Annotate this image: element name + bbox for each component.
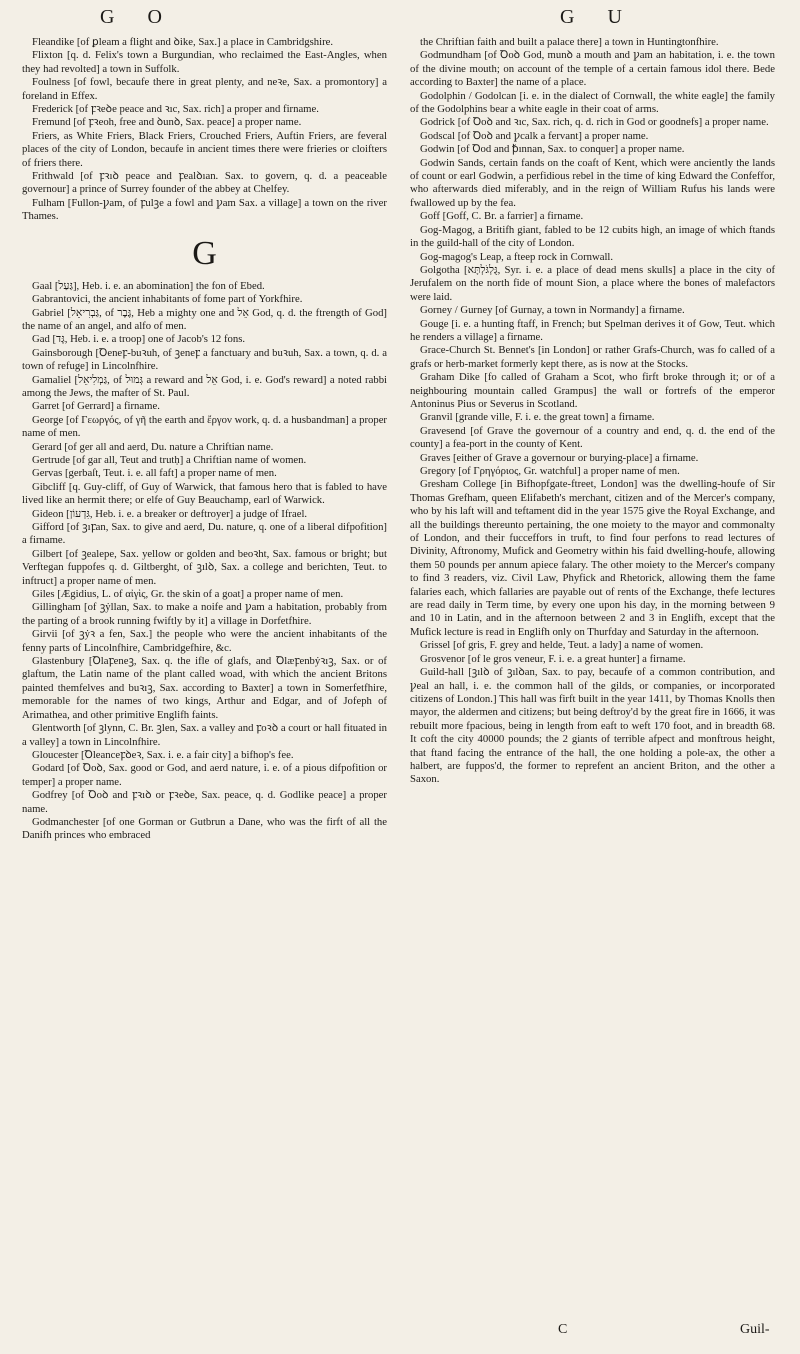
running-head-right: G U	[560, 6, 636, 28]
dictionary-entry: Gillingham [of ꝫẏllan, Sax. to make a noife and ꝩam a habitation, probably from the parting of a brook running fwiftly by it] a village in Dorfetfhire.	[22, 601, 387, 627]
dictionary-entry: Guild-hall [ꝫılꝺ of ꝫılꝺan, Sax. to pay, becaufe of a common contribution, and ꝩeal an hall, i. e. the common hall of the gilds, or companies, or incorporated citizens of London.] This hall was firft built in the year 1411, by Thomas Knolls then mayor, the aldermen and citizens; but being deftroy'd by the great fire in 1666, it was rebuilt more fpacious, being in length from eaft to weft 170 foot, and in breadth 68. It coft the city 40000 pounds; the 2 giants of terrible afpect and monftrous height, that ftand facing the entrance of the hall, the one holding a pole-ax, the other a halbert, are fuppos'd, the former to reprefent an ancient Briton, and the other a Saxon.	[410, 666, 775, 786]
dictionary-entry: Gaal [גַּעַל], Heb. i. e. an abomination] the fon of Ebed.	[32, 279, 265, 292]
dictionary-entry: Foulness [of fowl, becaufe there in great plenty, and neꝛe, Sax. a promontory] a foreland in Effex.	[22, 76, 387, 102]
dictionary-entry: Grace-Church St. Bennet's [in London] or rather Grafs-Church, was fo called of a grafs or herb-market formerly kept there, as is now at the Stocks.	[410, 344, 775, 370]
dictionary-entry: Gamaliel [גַּמְלִיאֵל, of גְּמוּל a reward and אֵל God, i. e. God's reward] a noted rabbi among the Jews, the mafter of St. Paul.	[22, 373, 388, 399]
dictionary-entry: Girvii [of ꝫẏꝛ a fen, Sax.] the people who were the ancient inhabitants of the fenny parts of Lincolnfhire, Cambridgefhire, &c.	[22, 628, 387, 654]
dictionary-entry: Gerard [of ger all and aerd, Du. nature a Chriftian name.	[32, 440, 274, 453]
dictionary-entry: Gideon [גִּדְעוֹן, Heb. i. e. a breaker or deftroyer] a judge of Ifrael.	[32, 507, 308, 520]
dictionary-entry: Glastenbury [Ꝺlaꝼeneꝫ, Sax. q. the ifle of glafs, and Ꝺlæꝼenbẏꝛıꝫ, Sax. or of glaftum, the Latin name of the plant called woad, with which the ancient Britons painted themfelves and buꝛıꝫ, Sax. according to Baxter] a town in Somerfetfhire, memorable for the names of two kings, Arthur and Edgar, and of Jofeph of Arimathea, and other primitive Englifh faints.	[22, 655, 387, 721]
dictionary-entry: Graham Dike [fo called of Graham a Scot, who firft broke through it; or of a neighbouring mountain called Grampus] the wall or fortrefs of the emperor Antoninus Pius or Severus in Scotland.	[410, 371, 775, 410]
dictionary-entry: Flixton [q. d. Felix's town a Burgundian, who reclaimed the East-Angles, when they had revolted] a town in Suffolk.	[22, 49, 387, 75]
dictionary-entry: Golgotha [גֻּלְגֹּלְתָּא, Syr. i. e. a place of dead mens skulls] a place in the city of Jerufalem on the north fide of mount Sion, a place where the bones of malefactors were laid.	[410, 263, 776, 303]
dictionary-entry: Gog-Magog, a Britifh giant, fabled to be 12 cubits high, an image of which ftands in the guild-hall of the city of London.	[410, 223, 775, 250]
dictionary-entry: Godard [of Ꝺoꝺ, Sax. good or God, and aerd nature, i. e. of a pious difpofition or temper] a proper name.	[22, 762, 387, 788]
dictionary-entry: Gog-magog's Leap, a fteep rock in Cornwall.	[420, 250, 614, 263]
catchword: Guil-	[740, 1322, 770, 1337]
dictionary-entry: Grissel [of gris, F. grey and helde, Teut. a lady] a name of women.	[420, 639, 704, 652]
dictionary-entry: Godwin [of Ꝺod and ꝥınnan, Sax. to conquer] a proper name.	[420, 143, 685, 156]
dictionary-entry: Frederick [of ꝼꝛeꝺe peace and ꝛıc, Sax. rich] a proper and firname.	[32, 103, 319, 116]
dictionary-entry: Gabrantovici, the ancient inhabitants of fome part of Yorkfhire.	[32, 293, 303, 306]
left-column	[22, 36, 387, 843]
dictionary-entry: Gervas [gerbaſt, Teut. i. e. all faft] a proper name of men.	[32, 467, 277, 480]
dictionary-entry: Gloucester [Ꝺleanceꝼꝺeꝛ, Sax. i. e. a fair city] a bifhop's fee.	[32, 748, 294, 761]
dictionary-entry: Godrick [of Ꝺoꝺ and ꝛıc, Sax. rich, q. d. rich in God or goodnefs] a proper name.	[420, 116, 769, 129]
dictionary-entry: Granvil [grande ville, F. i. e. the great town] a firname.	[420, 411, 655, 424]
dictionary-entry: Gainsborough [Ꝺeneꝼ-buꝛuh, of ꝫeneꝼ a fanctuary and buꝛuh, Sax. a town, q. d. a town of refuge] in Lincolnfhire.	[22, 346, 387, 373]
dictionary-entry: Gabriel [גַּבְרִיאֵל, of גֶּבֶר, Heb a mighty one and אֵל God, q. d. the ftrength of God] the name of an angel, and alfo of men.	[22, 306, 387, 332]
dictionary-entry: George [of Γεωργός, of γῆ the earth and ἔργον work, q. d. a husbandman] a proper name of men.	[22, 413, 387, 440]
dictionary-entry: Godolphin / Godolcan [i. e. in the dialect of Cornwall, the white eagle] the family of the Godolphins bear a white eagle in their coat of arms.	[410, 89, 775, 116]
running-head-left: G O	[100, 6, 176, 28]
dictionary-entry: Glentworth [of ꝫlynn, C. Br. ꝫlen, Sax. a valley and ꝼoꝛꝺ a court or hall fituated in a valley] a town in Lincolnfhire.	[22, 722, 387, 748]
dictionary-entry: Gouge [i. e. a hunting ftaff, in French; but Spelman derives it of Gow, Teut. which he renders a village] a firname.	[410, 317, 775, 343]
dictionary-entry: Gifford [of ꝫıꝼan, Sax. to give and aerd, Du. nature, q. one of a liberal difpofition] a firname.	[22, 521, 387, 547]
dictionary-entry: Fleandike [of ꝑleam a flight and ꝺike, Sax.] a place in Cambridgshire.	[32, 36, 334, 48]
dictionary-entry: Gregory [of Γρηγόριος, Gr. watchful] a proper name of men.	[420, 465, 680, 477]
dictionary-entry: Godscal [of Ꝺoꝺ and ꝩcalk a fervant] a proper name.	[420, 129, 649, 142]
dictionary-entry: Godfrey [of Ꝺoꝺ and ꝼꝛıꝺ or ꝼꝛeꝺe, Sax. peace, q. d. Godlike peace] a proper name.	[22, 789, 387, 815]
dictionary-entry: Gravesend [of Grave the governour of a country and end, q. d. the end of the county] a fea-port in the county of Kent.	[410, 424, 775, 451]
dictionary-entry: Gad [גָּד, Heb. i. e. a troop] one of Jacob's 12 fons.	[32, 333, 246, 346]
dictionary-entry: Gilbert [of ꝫealepe, Sax. yellow or golden and beoꝛht, Sax. famous or bright; but Verftegan fuppofes q. d. Giltberght, of ꝫılꝺ, Sax. a college and berichten, Teut. to inftruct] a proper name of men.	[22, 547, 387, 587]
dictionary-entry: Graves [either of Grave a governour or burying-place] a firname.	[420, 451, 699, 464]
dictionary-entry: Gorney / Gurney [of Gurnay, a town in Normandy] a firname.	[420, 304, 685, 317]
dictionary-entry: Gibcliff [q. Guy-cliff, of Guy of Warwick, that famous hero that is fabled to have lived like an hermit there; or elfe of Guy Beauchamp, earl of Warwick.	[22, 480, 387, 507]
dictionary-entry: Friers, as White Friers, Black Friers, Crouched Friers, Auftin Friers, are feveral places of the city of London, becaufe in ancient times there were frieries or cloifters of friers there.	[22, 129, 387, 169]
dictionary-entry: Grosvenor [of le gros veneur, F. i. e. a great hunter] a firname.	[420, 652, 686, 665]
dictionary-entry: Frithwald [of ꝼꝛıꝺ peace and ꝼealꝺıan. Sax. to govern, q. d. a peaceable governour] a prince of Surrey founder of the abbey at Chelfey.	[22, 170, 387, 196]
dictionary-entry: Fulham [Fullon-ꝩam, of ꝼulꝫe a fowl and ꝩam Sax. a village] a town on the river Thames.	[22, 196, 387, 223]
dictionary-entry: Gertrude [of gar all, Teut and trutḥ] a Chriftian name of women.	[32, 453, 307, 466]
signature-mark: C	[558, 1322, 568, 1337]
dictionary-entry: Giles [Ægidius, L. of αἰγὶς, Gr. the skin of a goat] a proper name of men.	[32, 588, 344, 601]
right-column	[410, 36, 775, 787]
dictionary-entry: Goff [Goff, C. Br. a farrier] a firname.	[420, 210, 584, 223]
dictionary-entry: the Chriftian faith and built a palace there] a town in Huntingtonfhire.	[420, 36, 719, 48]
section-letter-g: G	[192, 234, 217, 272]
dictionary-entry: Godwin Sands, certain fands on the coaft of Kent, which were anciently the lands of count or earl Godwin, a perfidious rebel in the time of king Edward the Confeffor, who afterwards died miferably, and in the reign of William Rufus his lands were fwallowed up by the fea.	[410, 156, 775, 209]
dictionary-entry: Garret [of Gerrard] a firname.	[32, 400, 160, 413]
dictionary-entry: Godmundham [of Ꝺoꝺ God, munꝺ a mouth and ꝩam an habitation, i. e. the town of the divine mouth; on account of the temple of a certain famous idol there. Bede according to Baxter] the name of a place.	[410, 49, 775, 89]
dictionary-entry: Gresham College [in Bifhopfgate-ftreet, London] was the dwelling-houfe of Sir Thomas Grefham, queen Elifabeth's merchant, citizen and of the Mercer's company, who by his laft will and teftament did in the year 1575 give the Royal Exchange, and all the buildings thereunto pertaining, the one moiety to the mayor and commonalty of London, and their fucceffors in truft, to find four perfons to read lectures of Divinity, Aftronomy, Mufick and Geometry within his faid dwelling-houfe, allowing them 50 pounds per annum apiece falary. The other moiety to the Mercer's company to find 3 readers, viz. Civil Law, Phyfick and Rhetorick, allowing them the fame falaries each, which fallaries are payable out of rents of the Exchange, thefe lectures are read daily in Term time, by every one upon his day, in the morning between 9 and 10 in Latin, and in the afternoon between 2 and 3 in Englifh, except that the Mufick lecture is read in Englifh only on Thurfday and Saturday in the afternoon.	[410, 478, 775, 638]
dictionary-entry: Godmanchester [of one Gorman or Gutbrun a Dane, who was the firft of all the Danifh princes who embraced	[22, 815, 387, 842]
dictionary-entry: Fremund [of ꝼꝛeoh, free and ꝺunꝺ, Sax. peace] a proper name.	[32, 116, 302, 129]
